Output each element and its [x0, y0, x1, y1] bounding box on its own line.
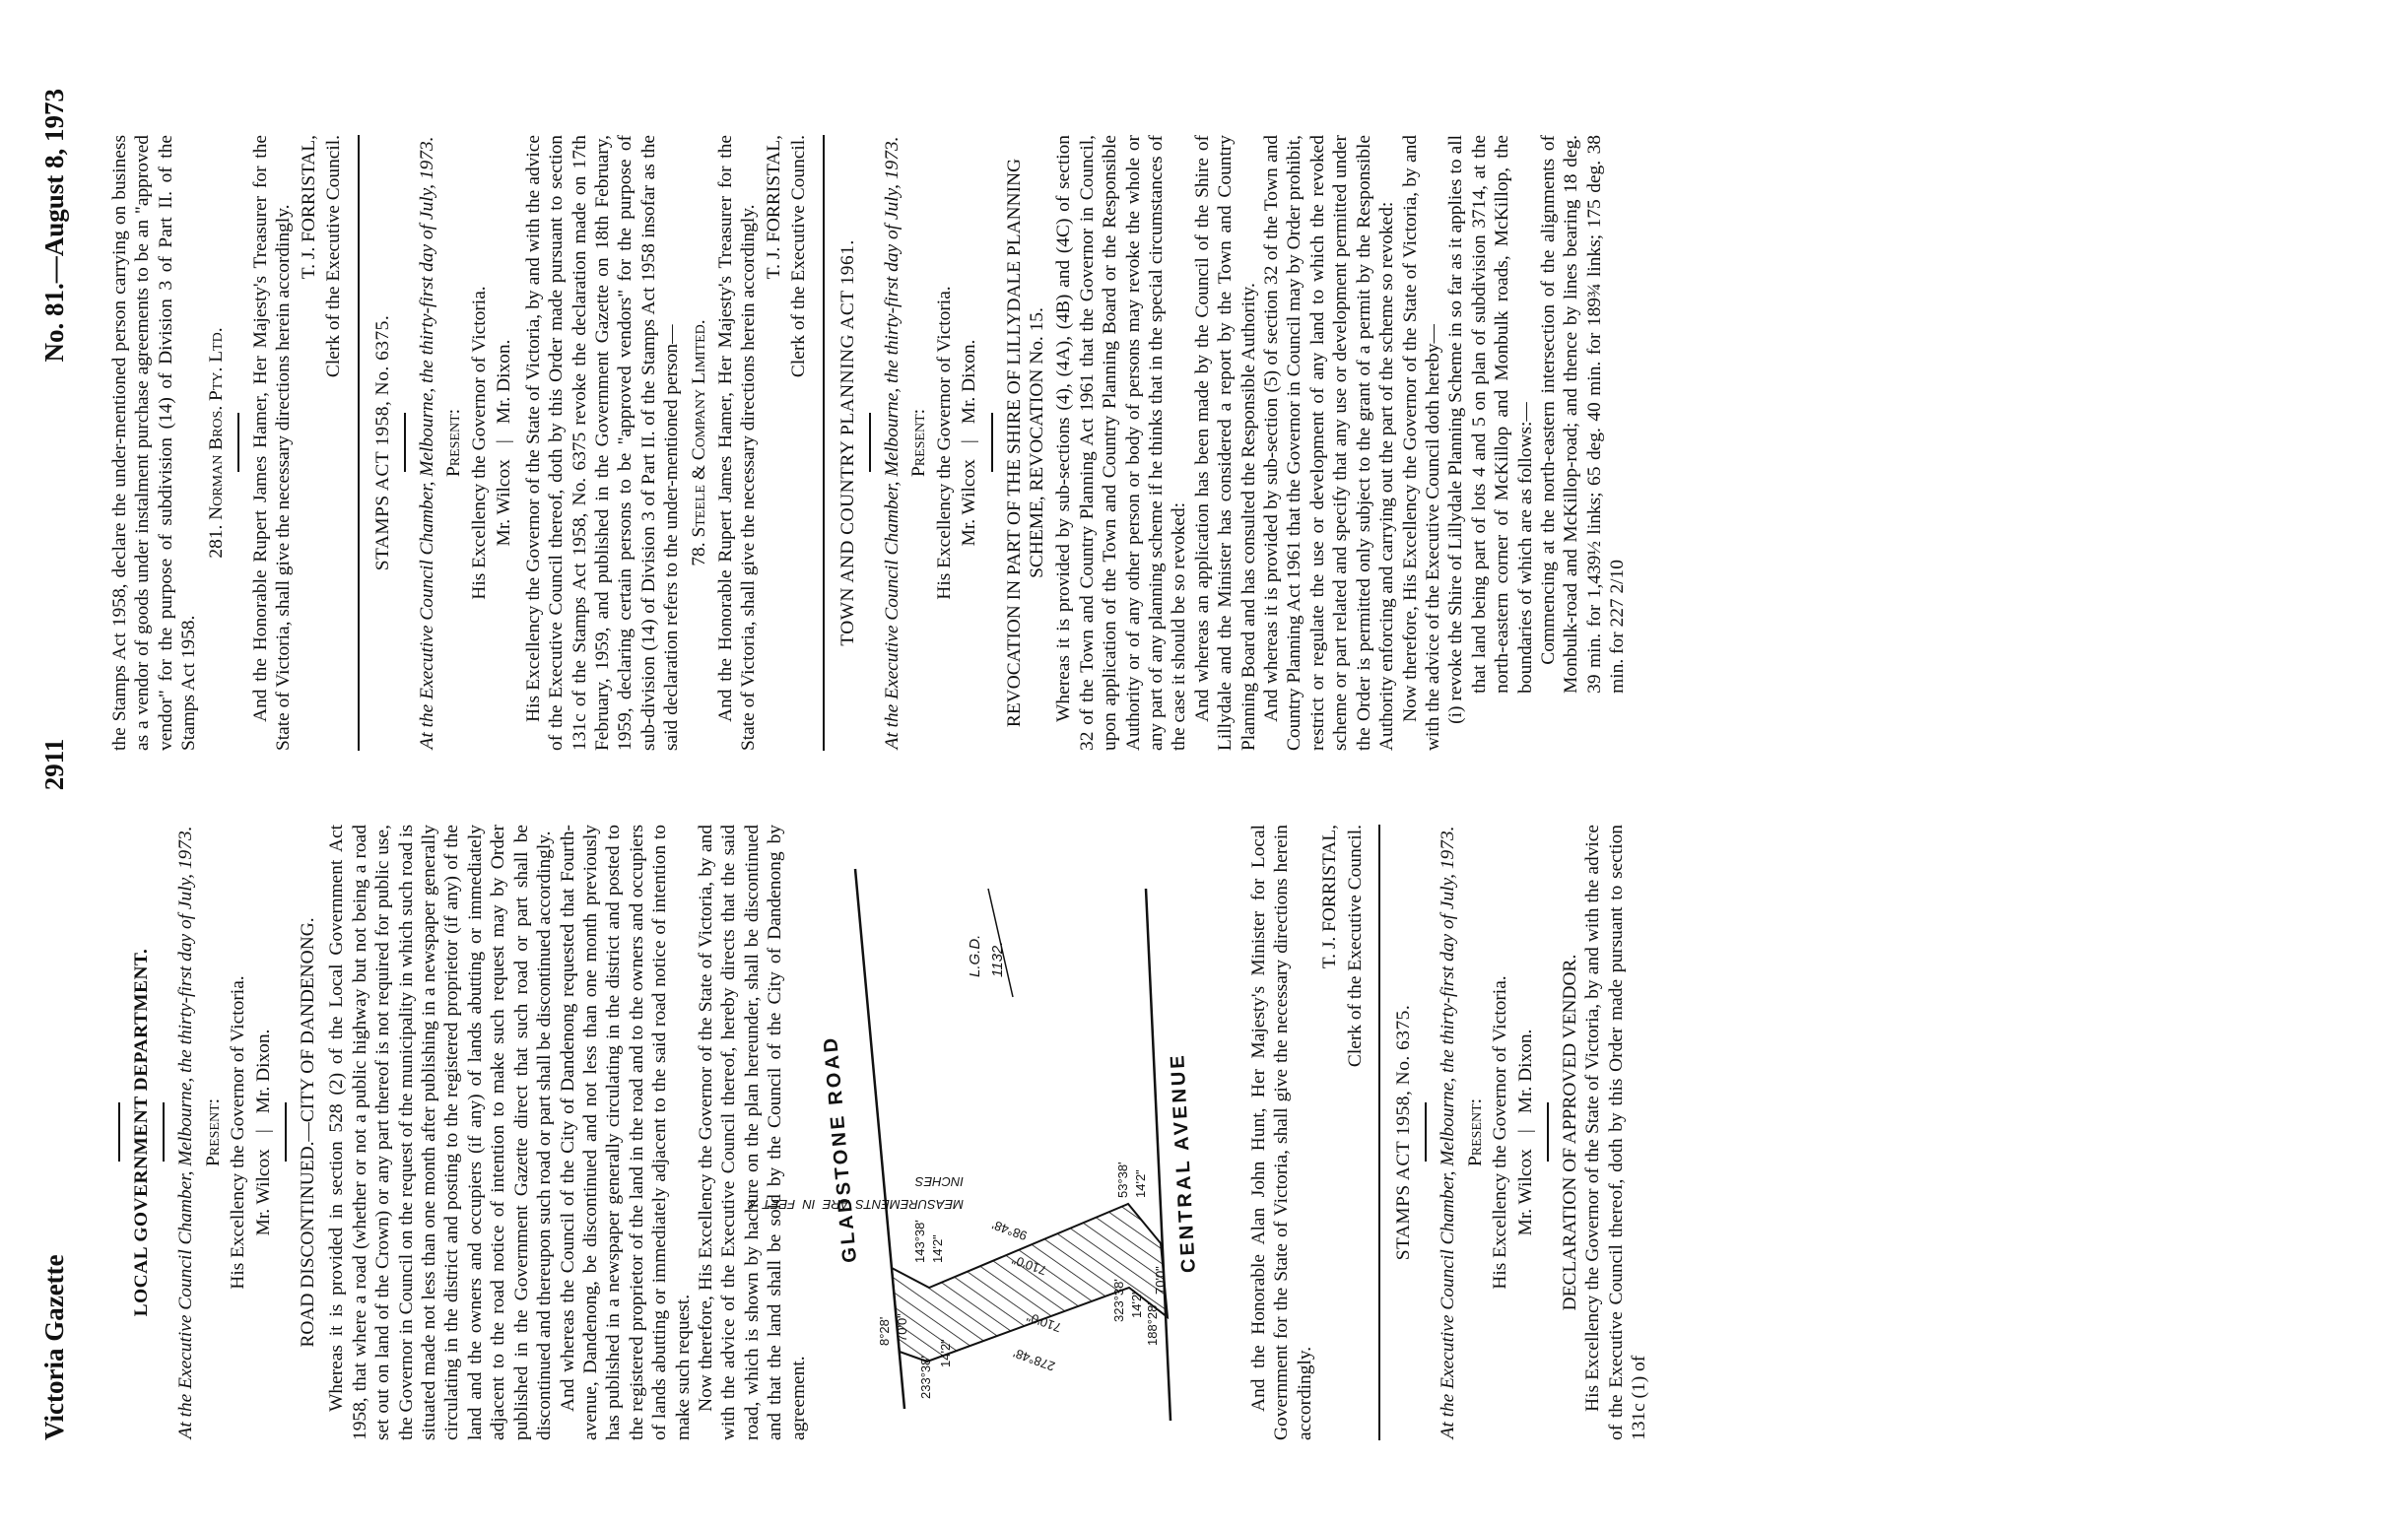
top-right-dim: 14'2": [929, 1234, 945, 1263]
member-separator: |: [494, 439, 515, 444]
top-bearing: 8°28': [876, 1316, 892, 1346]
left-bearing: 278°48': [1011, 1345, 1057, 1374]
signatory-name: T. J. FORRISTAL,: [298, 135, 319, 280]
signatory-title: Clerk of the Executive Council.: [788, 135, 810, 378]
tcp-para-3: And whereas it is provided by sub-section (5) of section 32 of the Town and Country Planning Act 1961 that the Governor in Council may by Order prohibit, restrict or regulate the use or development of any land to which the revoked scheme or part related and specify that any use or development permitted under the Order is permitted only subject to the grant of a permit by the Responsible Authority enforcing and carrying out the part of the scheme so revoked:: [1261, 135, 1398, 751]
top-left-bearing: 233°38': [917, 1356, 933, 1399]
stamps-governor: His Excellency the Governor of Victoria.: [1490, 975, 1511, 1290]
bot-right-bearing: 53°38': [1114, 1162, 1130, 1198]
stamps2-members: [493, 135, 515, 751]
tcp-chamber: At the Executive Council Chamber, Melbourne, the thirty-first day of July, 1973.: [881, 136, 903, 750]
member-left: Mr. Wilcox: [959, 459, 980, 547]
revocation-heading: REVOCATION IN PART OF THE SHIRE OF LILLYDALE PLANNING SCHEME, REVOCATION No. 15.: [1003, 158, 1047, 728]
tcp-heading: TOWN AND COUNTRY PLANNING ACT 1961.: [836, 239, 858, 646]
member-right: Mr. Dixon.: [1514, 1029, 1536, 1114]
top-right-bearing: 143°38': [911, 1220, 927, 1263]
bot-right-dim: 14'2": [1132, 1169, 1148, 1198]
divider: [163, 1103, 165, 1163]
divider: [285, 1103, 287, 1163]
signatory-title: Clerk of the Executive Council.: [323, 135, 345, 378]
lgd-para-1: Whereas it is provided in section 528 (2) of the Local Government Act 1958, that where a road (whether or not a public highway but not being a road set out on land of the Crown) or any part thereof is not required for public use, the Governor in Council on the request of the municipality in which such road is situated made not less than one month after publishing in a newspaper generally circulating in the district and posting to the registered proprietor (if any) of the land and the owners and occupiers (if any) of lands abutting or immediately adjacent to the road notice of intention to make such request may by Order published in the Government Gazette direct that such road or part shall be discontinued and thereupon such road or part shall be discontinued accordingly.: [326, 825, 556, 1440]
measurement-note: MEASUREMENTS ARE IN FEET & INCHES: [746, 1173, 964, 1212]
lgd-governor: His Excellency the Governor of Victoria.: [228, 975, 249, 1290]
member-right: Mr. Dixon.: [959, 339, 980, 425]
right-dim: 710'0": [1010, 1251, 1049, 1279]
gladstone-road-label: GLADSTONE ROAD: [819, 1033, 862, 1264]
divider: [869, 414, 871, 473]
top-left-dim: 14'2": [937, 1339, 953, 1367]
tcp-para-1: Whereas it is provided by sub-sections (4), (4A), (4B) and (4C) of section 32 of the Town and Country Planning Act 1961 that the Governor in Council, upon application of the Town and Country Planning Board or the Responsible Authority or of any other person or body of persons may revoke the whole or any part of any planning scheme if he thinks that in the special circumstances of the case it should be so revoked:: [1053, 135, 1190, 751]
lgd-reference: L.G.D. 1132.: [966, 934, 1007, 977]
stamps2-heading: STAMPS ACT 1958, No. 6375.: [371, 314, 393, 571]
stamps2-governor: His Excellency the Governor of Victoria.: [468, 286, 490, 600]
stamps2-present: Present:: [443, 408, 465, 478]
page-header: [39, 89, 79, 1440]
tcp-para-4: Now therefore, His Excellency the Governor of the State of Victoria, by and with the advice of the Executive Council doth hereby—: [1399, 135, 1443, 751]
lgd-para-2: And whereas the Council of the City of Dandenong requested that Fourth-avenue, Dandenong, be discontinued and not less than one month previously has published in a newspaper generally circulating in the district and posted to the registered proprietor of the land in the road and to the owners and occupiers of lands abutting or immediately adjacent to the said road notice of intention to make such request.: [557, 825, 694, 1440]
gazette-title: Victoria Gazette: [39, 1254, 69, 1440]
tcp-governor: His Excellency the Governor of Victoria.: [933, 286, 955, 600]
member-left: Mr. Wilcox: [1514, 1149, 1536, 1236]
road-discontinued-heading: ROAD DISCONTINUED.—CITY OF DANDENONG.: [298, 917, 319, 1348]
divider: [1425, 1103, 1427, 1163]
stamps-chamber: At the Executive Council Chamber, Melbourne, the thirty-first day of July, 1973.: [1438, 826, 1459, 1439]
lgd-present: Present:: [202, 1097, 224, 1167]
stamps-continuation: the Stamps Act 1958, declare the under-mentioned person carrying on business as a vendor of goods under instalment purchase agreements to be an "approved vendor" for the purpose of subdivision (14) of Division 3 of Part II. of the Stamps Act 1958.: [109, 135, 200, 751]
stamps2-para-1: His Excellency the Governor of the State of Victoria, by and with the advice of the Executive Council thereof, doth by this Order made pursuant to section 131c of the Stamps Act 1958, No. 6375 revoke the declaration made on 17th February, 1959, and published in the Government Gazette on 18th February, 1959, declaring certain persons to be "approved vendors" for the purpose of sub-division (14) of Division 3 of Part II. of the Stamps Act 1958 insofar as the said declaration refers to the under-mentioned person—: [522, 135, 683, 751]
vendor-entry: 281. Norman Bros. Pty. Ltd.: [205, 327, 227, 559]
signatory-title: Clerk of the Executive Council.: [1344, 825, 1366, 1068]
top-width: 70'0": [894, 1313, 909, 1342]
right-bearing: 98°48': [989, 1217, 1030, 1244]
member-left: Mr. Wilcox: [494, 459, 515, 547]
bottom-width: 70'0": [1152, 1266, 1168, 1295]
divider: [1547, 1103, 1549, 1163]
tcp-present: Present:: [908, 408, 930, 478]
section-rule: [1378, 825, 1380, 1440]
bottom-bearing: 188°28': [1144, 1302, 1160, 1346]
stamps-present: Present:: [1464, 1097, 1486, 1167]
bot-left-dim: 14'2": [1128, 1290, 1144, 1318]
divider: [991, 414, 993, 473]
stamps2-chamber: At the Executive Council Chamber, Melbourne, the thirty-first day of July, 1973.: [417, 136, 438, 750]
divider: [237, 414, 239, 473]
signatory-name: T. J. FORRISTAL,: [1319, 825, 1341, 969]
vendor-entry-revoked: 78. Steele & Company Limited.: [688, 319, 709, 566]
lgd-members: [252, 825, 275, 1440]
tcp-members: [958, 135, 980, 751]
member-separator: |: [1514, 1129, 1536, 1134]
central-avenue-label: CENTRAL AVENUE: [1167, 1051, 1200, 1274]
divider: [118, 1103, 120, 1163]
lgd-heading: LOCAL GOVERNMENT DEPARTMENT.: [131, 948, 152, 1317]
stamps-members: [1514, 825, 1537, 1440]
lgd-para-3: Now therefore, His Excellency the Governor of the State of Victoria, by and with the advice of the Executive Council thereof, hereby directs that the said road, which is shown by hachure on the plan hereunder, shall be discontinued and that the land shall be sold by the Council of the City of Dandenong by agreement.: [695, 825, 809, 1440]
tcp-item-1: (i) revoke the Shire of Lillydale Planning Scheme in so far as it applies to all that land being part of lots 4 and 5 on plan of subdivision 3714, at the north-eastern corner of McKillop and Monbulk roads, McKillop, the boundaries of which are as follows:—: [1445, 135, 1536, 724]
right-column: [108, 135, 1630, 751]
page-number: 2911: [39, 738, 69, 791]
member-right: Mr. Dixon.: [252, 1029, 274, 1114]
section-rule: [823, 135, 825, 751]
stamps-para-1: His Excellency the Governor of the State of Victoria, by and with the advice of the Executive Council thereof, doth by this Order made pursuant to section 131c (1) of: [1582, 825, 1650, 1440]
divider: [404, 414, 406, 473]
stamps-heading: STAMPS ACT 1958, No. 6375.: [1393, 1004, 1414, 1261]
stamps2-direction: And the Honorable Rupert James Hamer, Her Majesty's Treasurer for the State of Victoria, shall give the necessary directions herein accordingly.: [714, 135, 760, 751]
left-dim: 710'0": [1025, 1308, 1064, 1336]
issue-date: No. 81.—August 8, 1973: [39, 89, 69, 363]
stamps-direction: And the Honorable Rupert James Hamer, Her Majesty's Treasurer for the State of Victoria, shall give the necessary directions herein accordingly.: [250, 135, 295, 751]
left-column: [108, 825, 1651, 1440]
member-left: Mr. Wilcox: [252, 1149, 274, 1236]
approved-vendor-heading: DECLARATION OF APPROVED VENDOR.: [1560, 954, 1581, 1311]
section-rule: [358, 135, 360, 751]
member-right: Mr. Dixon.: [494, 339, 515, 425]
bot-left-bearing: 323°38': [1110, 1279, 1126, 1322]
signatory-name: T. J. FORRISTAL,: [763, 135, 784, 280]
lgd-direction: And the Honorable Alan John Hunt, Her Majesty's Minister for Local Government for the State of Victoria, shall give the necessary directions herein accordingly.: [1247, 825, 1315, 1440]
tcp-item-1-cont: Commencing at the north-eastern intersection of the alignments of Monbulk-road and McKillop-road; and thence by lines bearing 18 deg. 39 min. for 1,439½ links; 65 deg. 40 min. for 189¾ links; 175 deg. 38 min. for 227 2/10: [1537, 135, 1629, 694]
lgd-chamber: At the Executive Council Chamber, Melbourne, the thirty-first day of July, 1973.: [175, 826, 197, 1439]
member-separator: |: [959, 439, 980, 444]
member-separator: |: [252, 1129, 274, 1134]
tcp-para-2: And whereas an application has been made by the Council of the Shire of Lillydale and the Minister has considered a report by the Town and Country Planning Board and has consulted the Responsible Authority.: [1191, 135, 1259, 751]
